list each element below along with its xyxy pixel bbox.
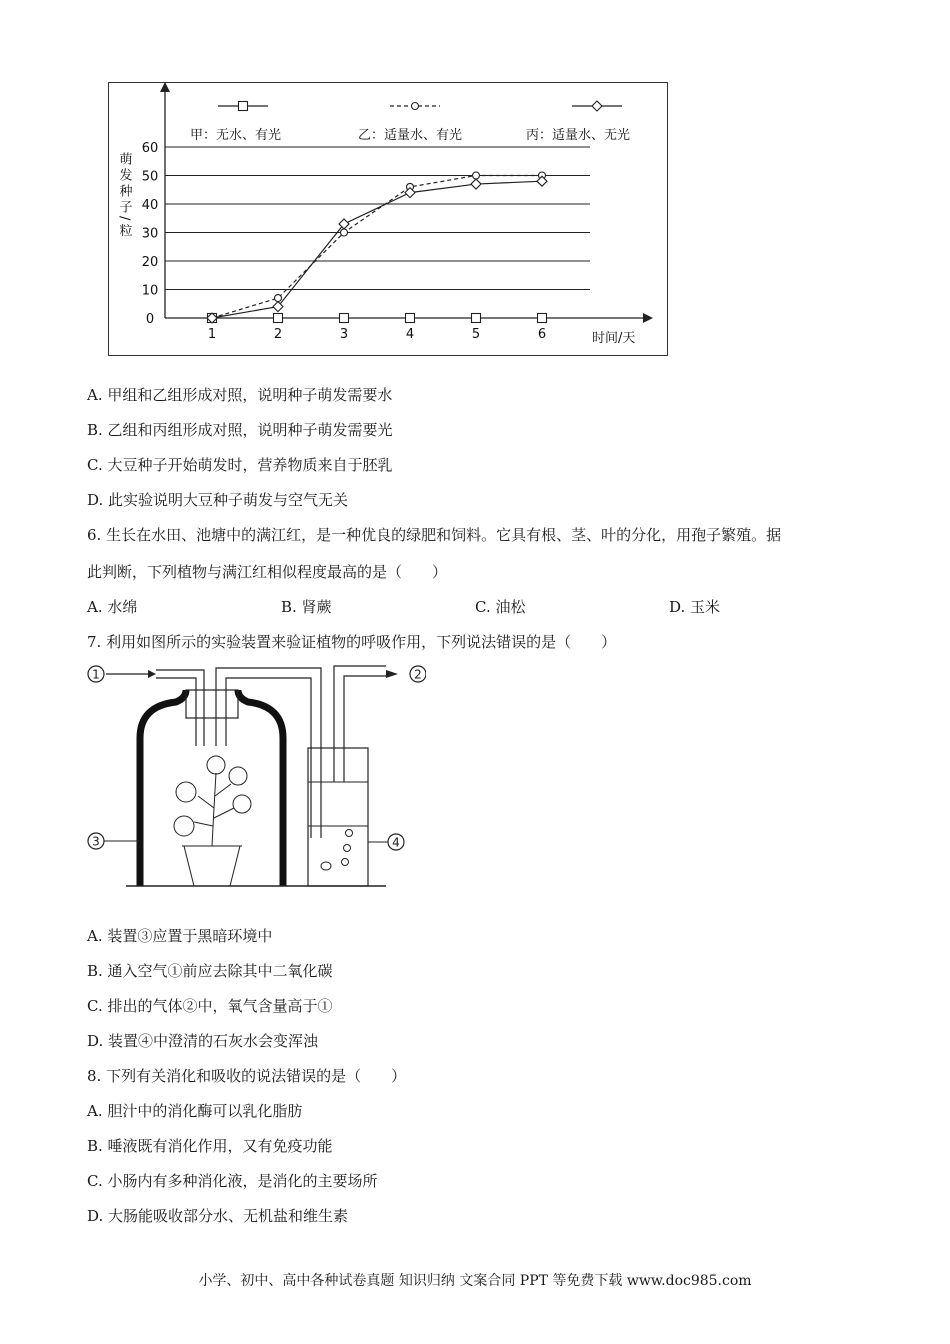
- x-tick-label: 3: [339, 327, 349, 342]
- x-tick-label: 2: [273, 327, 283, 342]
- y-tick-label: 50: [141, 169, 159, 185]
- data-point: [275, 295, 282, 302]
- potted-plant: [174, 756, 251, 886]
- series-line: [212, 181, 542, 318]
- outlet-arrow: [386, 670, 398, 678]
- legend-marker: [412, 103, 419, 110]
- label-2: [410, 666, 426, 682]
- x-axis-arrow: [643, 313, 653, 323]
- svg-text:3: 3: [92, 834, 100, 849]
- q5-option-a: A. 甲组和乙组形成对照，说明种子萌发需要水: [87, 386, 393, 404]
- q6-option-c: C. 油松: [475, 598, 526, 616]
- x-tick-label: 4: [405, 327, 415, 342]
- q8-option-a: A. 胆汁中的消化酶可以乳化脂肪: [87, 1102, 303, 1120]
- respiration-apparatus-diagram: [86, 658, 426, 890]
- y-tick-label: 40: [141, 198, 159, 213]
- label-1: [88, 666, 104, 682]
- stopper: [186, 690, 238, 718]
- data-point: [406, 314, 415, 323]
- x-tick-label: 1: [207, 327, 217, 342]
- q7-option-b: B. 通入空气①前应去除其中二氧化碳: [87, 962, 333, 980]
- y-tick-label: 0: [145, 312, 155, 327]
- data-point: [472, 314, 481, 323]
- y-tick-label: 60: [141, 141, 159, 156]
- label-3: [88, 833, 104, 849]
- germination-line-chart: [108, 82, 668, 356]
- data-point: [537, 176, 547, 186]
- q6-option-b: B. 肾蕨: [281, 598, 332, 616]
- data-point: [340, 314, 349, 323]
- q5-option-d: D. 此实验说明大豆种子萌发与空气无关: [87, 491, 349, 509]
- x-tick-label: 5: [471, 327, 481, 342]
- q5-option-b: B. 乙组和丙组形成对照，说明种子萌发需要光: [87, 421, 393, 439]
- q7-option-c: C. 排出的气体②中，氧气含量高于①: [87, 997, 333, 1015]
- y-tick-label: 10: [141, 283, 159, 299]
- y-axis-arrow: [160, 82, 170, 92]
- svg-text:1: 1: [92, 667, 100, 682]
- y-axis-label: 萌发种子/粒: [116, 152, 132, 240]
- q6-stem-line2: 此判断，下列植物与满江红相似程度最高的是（ ）: [87, 563, 448, 581]
- q7-option-d: D. 装置④中澄清的石灰水会变浑浊: [87, 1032, 319, 1050]
- q8-option-c: C. 小肠内有多种消化液，是消化的主要场所: [87, 1172, 378, 1190]
- data-point: [341, 229, 348, 236]
- q6-option-a: A. 水绵: [87, 598, 138, 616]
- svg-text:2: 2: [414, 667, 422, 682]
- svg-text:4: 4: [392, 835, 400, 850]
- q5-option-c: C. 大豆种子开始萌发时，营养物质来自于胚乳: [87, 456, 393, 474]
- q8-stem: 8. 下列有关消化和吸收的说法错误的是（ ）: [87, 1067, 407, 1085]
- y-tick-label: 30: [141, 226, 159, 242]
- x-tick-label: 6: [537, 327, 547, 342]
- y-tick-label: 20: [141, 255, 159, 270]
- q6-option-d: D. 玉米: [669, 598, 721, 616]
- limewater-bottle: [308, 748, 368, 886]
- legend-label: 甲：无水、有光: [190, 128, 282, 143]
- q8-option-b: B. 唾液既有消化作用，又有免疫功能: [87, 1137, 333, 1155]
- bell-jar-left: [140, 690, 186, 886]
- series-line: [212, 176, 542, 319]
- q6-stem-line1: 6. 生长在水田、池塘中的满江红，是一种优良的绿肥和饲料。它具有根、茎、叶的分化，用孢子繁殖。据: [87, 526, 782, 544]
- x-axis-label: 时间/天: [592, 331, 636, 346]
- q7-option-a: A. 装置③应置于黑暗环境中: [87, 927, 273, 945]
- label-4: [388, 834, 404, 850]
- legend-marker: [239, 102, 248, 111]
- legend-label: 乙：适量水、有光: [358, 128, 463, 143]
- data-point: [471, 179, 481, 189]
- data-point: [473, 172, 480, 179]
- legend-marker: [592, 101, 602, 111]
- q8-option-d: D. 大肠能吸收部分水、无机盐和维生素: [87, 1207, 349, 1225]
- page-footer: 小学、初中、高中各种试卷真题 知识归纳 文案合同 PPT 等免费下载 www.doc985.com: [198, 1273, 752, 1289]
- data-point: [538, 314, 547, 323]
- data-point: [274, 314, 283, 323]
- q7-stem: 7. 利用如图所示的实验装置来验证植物的呼吸作用，下列说法错误的是（ ）: [87, 633, 617, 651]
- legend-label: 丙：适量水、无光: [526, 128, 631, 143]
- bell-jar-right: [238, 690, 283, 886]
